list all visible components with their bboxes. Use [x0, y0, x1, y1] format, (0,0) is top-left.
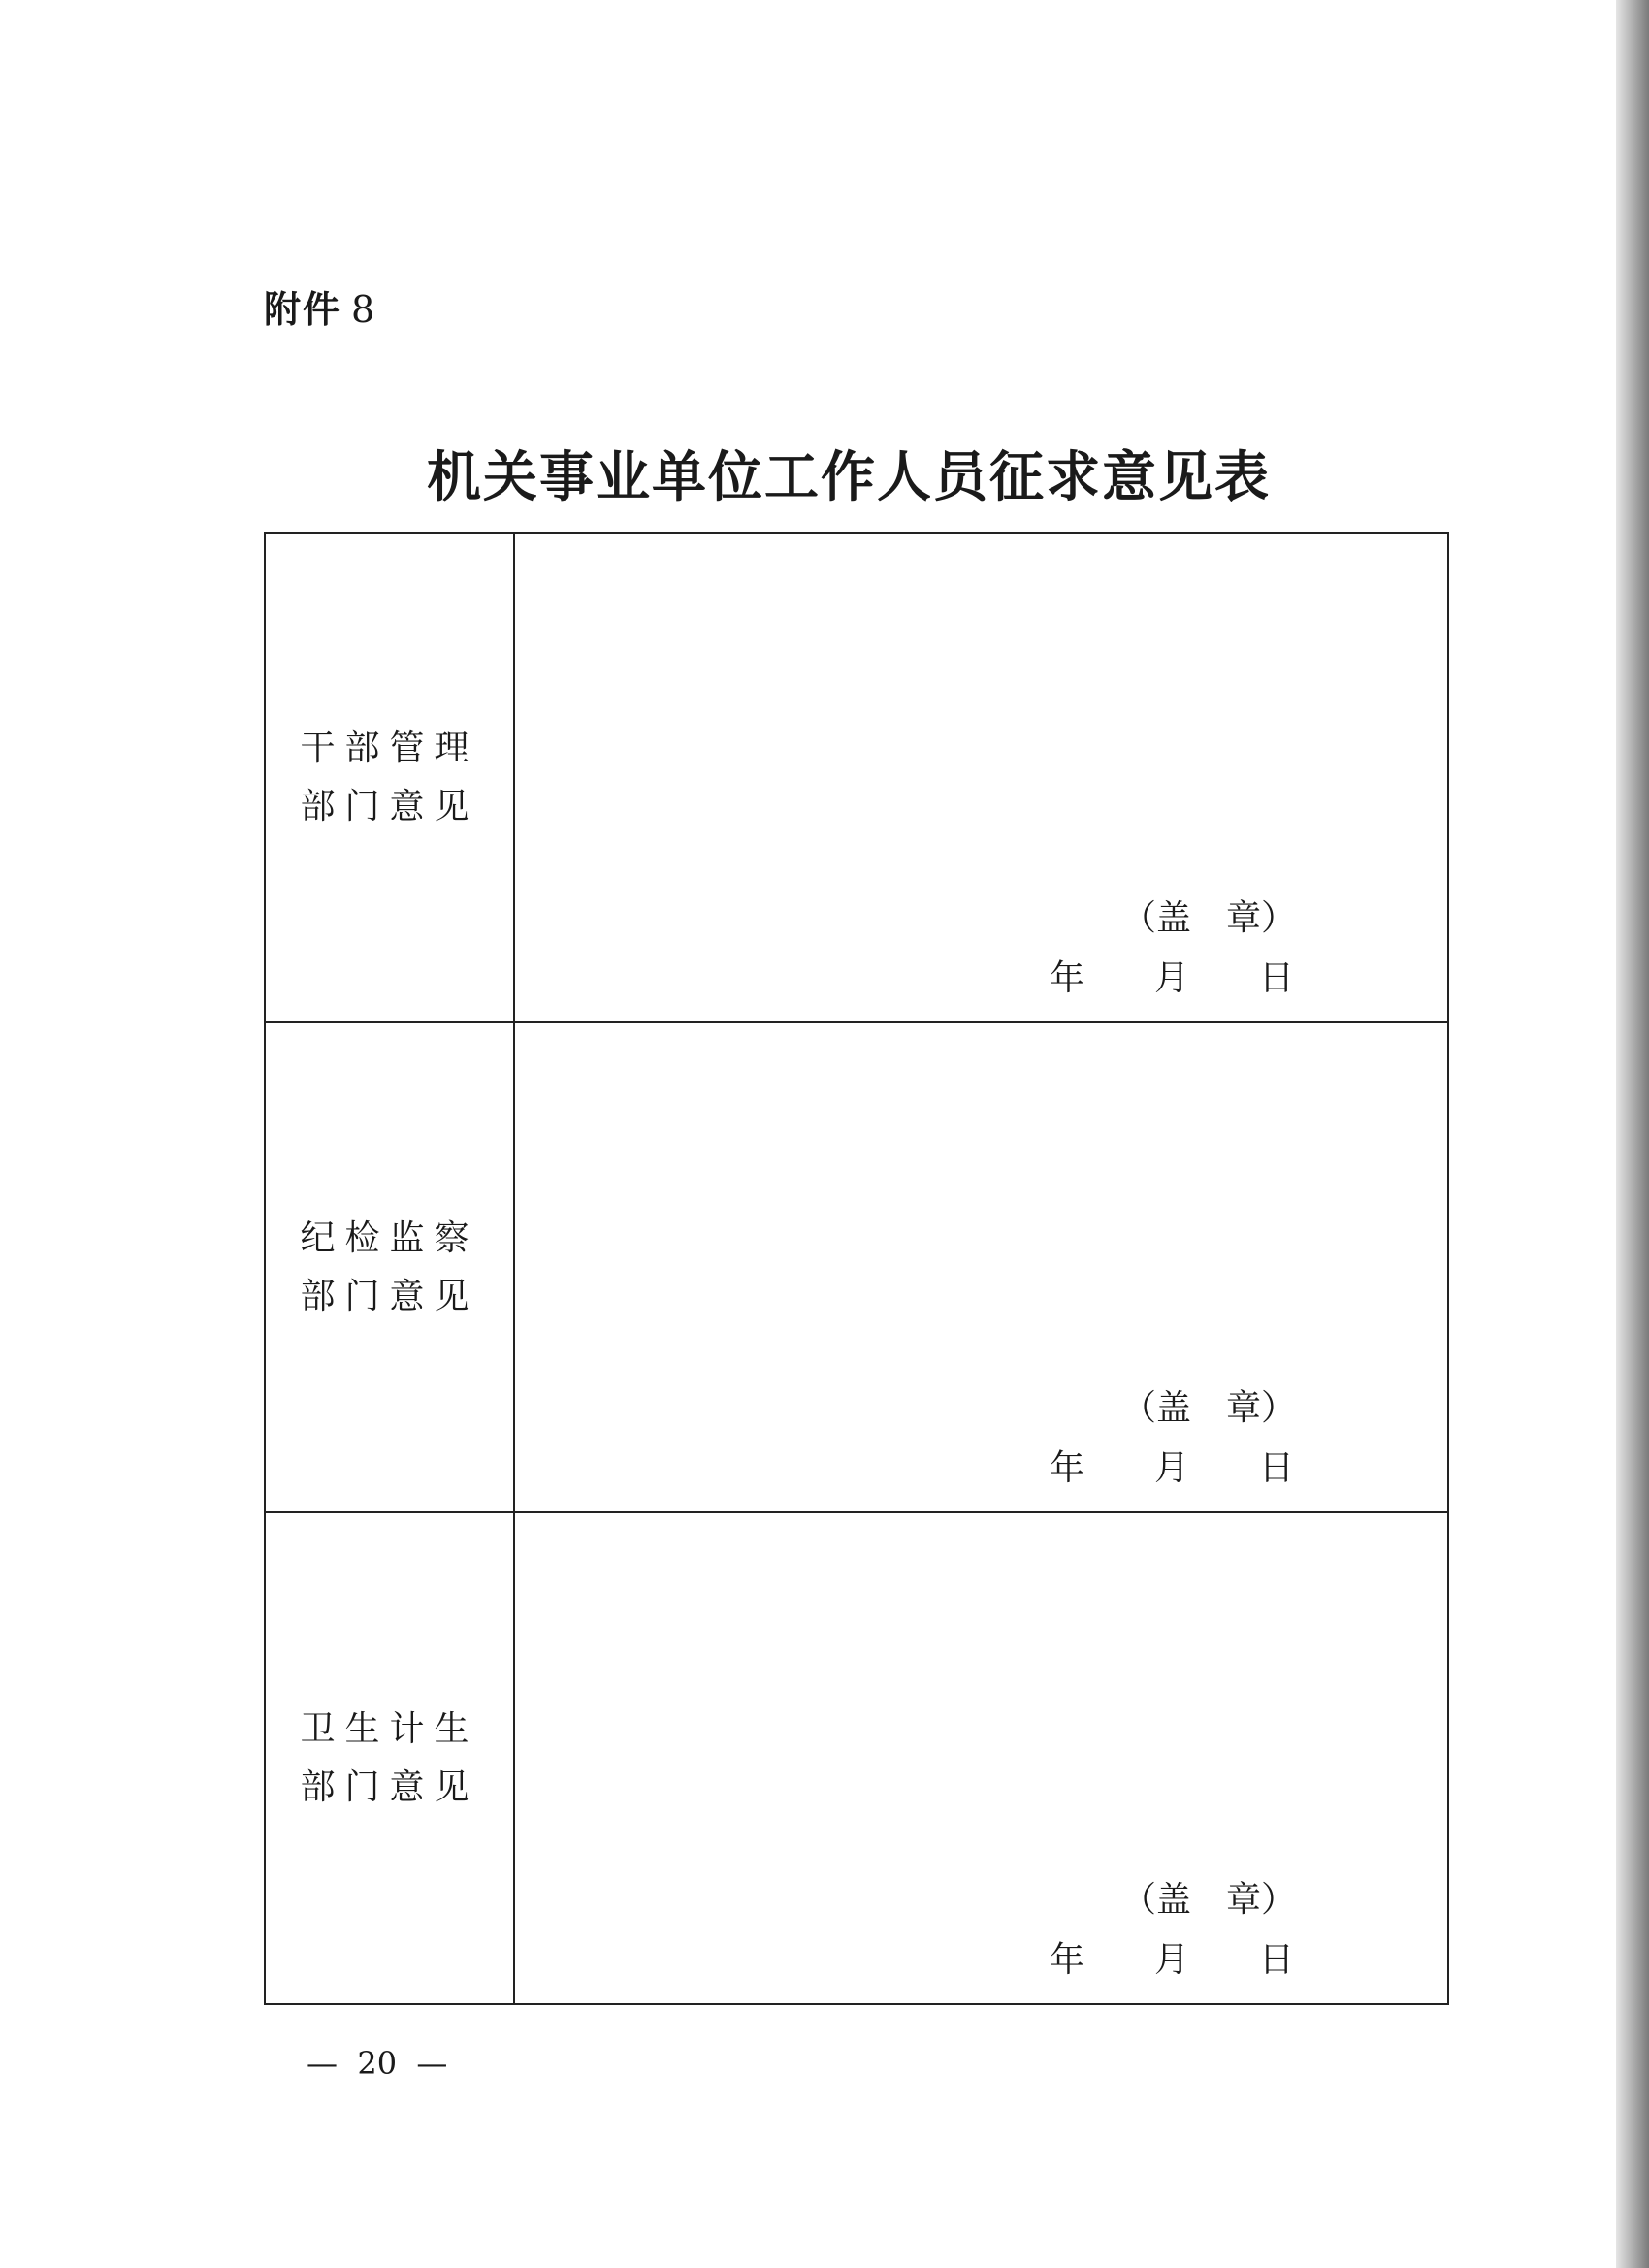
row-label-line2: 部门意见: [300, 1276, 479, 1316]
row-label-line1: 纪检监察: [300, 1217, 479, 1258]
date-text: 年 月 日: [1049, 1940, 1294, 1980]
opinion-field[interactable]: [515, 534, 1447, 1021]
seal-text: （盖 章）: [1120, 898, 1296, 938]
row-label-line2: 部门意见: [300, 1766, 479, 1807]
date-text: 年 月 日: [1049, 1448, 1294, 1488]
document-title: 机关事业单位工作人员征求意见表: [427, 445, 1271, 509]
row-label: [266, 1023, 515, 1511]
attachment-text: 附件: [264, 288, 342, 331]
opinion-field[interactable]: [515, 1513, 1447, 2003]
attachment-number: 8: [351, 288, 377, 331]
form-row-cadre-management: [266, 534, 1447, 1023]
scan-edge-shadow: [1616, 0, 1649, 2268]
row-label: [266, 534, 515, 1021]
opinion-form-table: [264, 532, 1449, 2005]
attachment-label: [264, 279, 376, 333]
date-text: 年 月 日: [1049, 958, 1294, 998]
seal-text: （盖 章）: [1120, 1880, 1296, 1920]
row-label-line1: 卫生计生: [300, 1708, 479, 1749]
row-label: [266, 1513, 515, 2003]
row-label-line2: 部门意见: [300, 786, 479, 826]
opinion-field[interactable]: [515, 1023, 1447, 1511]
row-label-line1: 干部管理: [300, 728, 479, 768]
form-row-health-family-planning: [266, 1513, 1447, 2003]
seal-text: （盖 章）: [1120, 1388, 1296, 1428]
form-row-discipline-inspection: [266, 1023, 1447, 1513]
page-number: — 20 —: [307, 2045, 448, 2082]
